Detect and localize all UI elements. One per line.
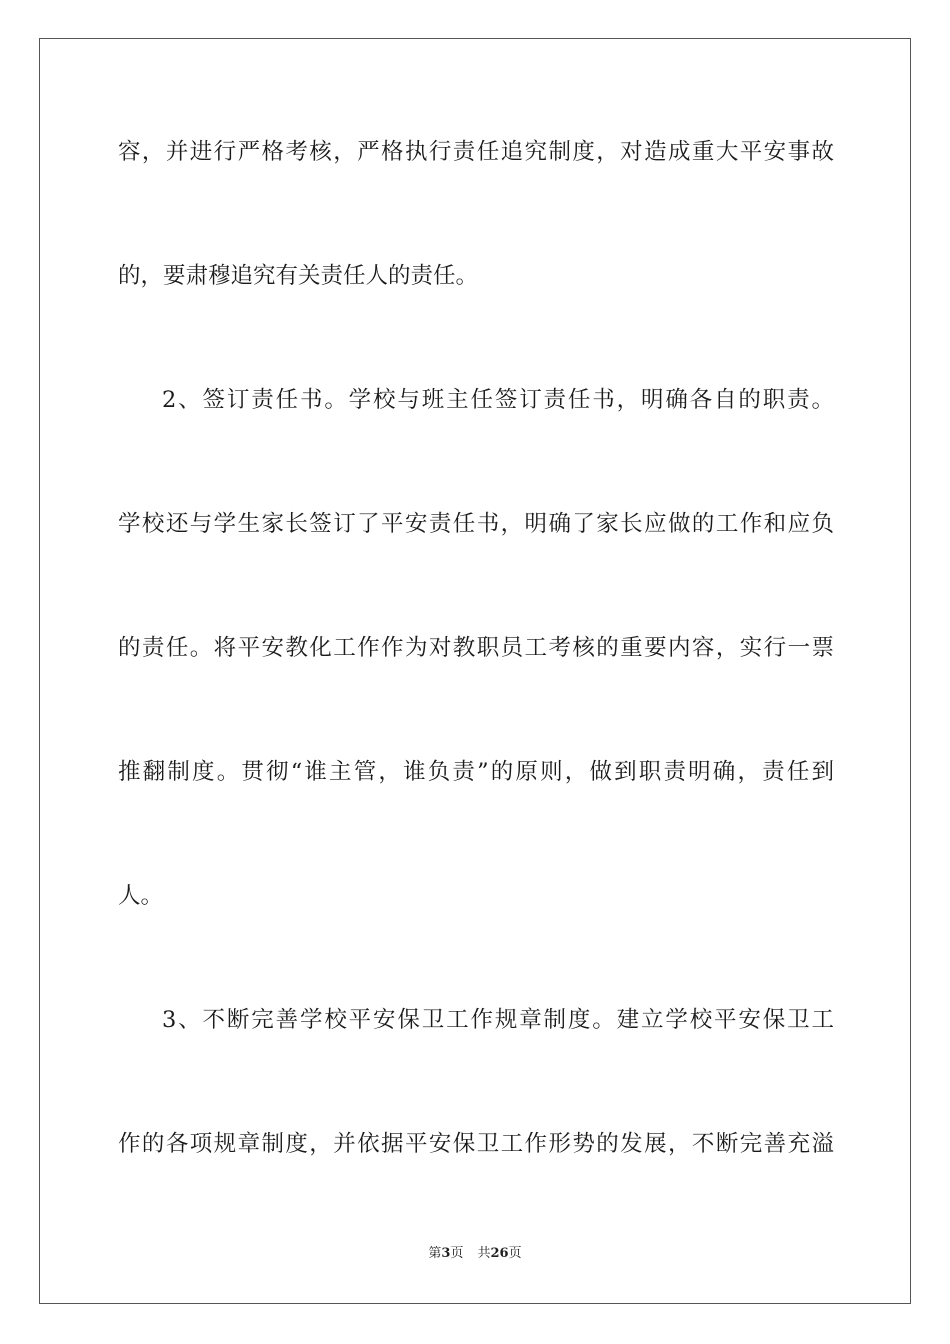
total-suffix: 页 xyxy=(508,1246,522,1261)
paragraph-2-line-3: 的责任。将平安教化工作作为对教职员工考核的重要内容，实行一票 xyxy=(118,635,834,661)
paragraph-3-line-2: 作的各项规章制度，并依据平安保卫工作形势的发展，不断完善充溢 xyxy=(118,1131,834,1157)
page-footer xyxy=(0,1245,950,1263)
total-pages: 26 xyxy=(490,1246,509,1261)
paragraph-3-line-1: 3、不断完善学校平安保卫工作规章制度。建立学校平安保卫工 xyxy=(162,1007,834,1033)
paragraph-1-line-1: 容，并进行严格考核，严格执行责任追究制度，对造成重大平安事故 xyxy=(118,139,834,165)
paragraph-1-line-2: 的，要肃穆追究有关责任人的责任。 xyxy=(118,263,479,289)
total-prefix: 共 xyxy=(477,1246,491,1261)
page-suffix: 页 xyxy=(450,1246,464,1261)
paragraph-2-line-1: 2、签订责任书。学校与班主任签订责任书，明确各自的职责。 xyxy=(162,387,834,413)
paragraph-2-line-4: 推翻制度。贯彻“谁主管，谁负责”的原则，做到职责明确，责任到 xyxy=(118,759,834,785)
paragraph-2-line-2: 学校还与学生家长签订了平安责任书，明确了家长应做的工作和应负 xyxy=(118,511,834,537)
page-prefix: 第 xyxy=(428,1246,442,1261)
page-border xyxy=(39,38,911,1304)
paragraph-2-line-5: 人。 xyxy=(118,883,164,909)
page-number: 3 xyxy=(441,1246,451,1261)
